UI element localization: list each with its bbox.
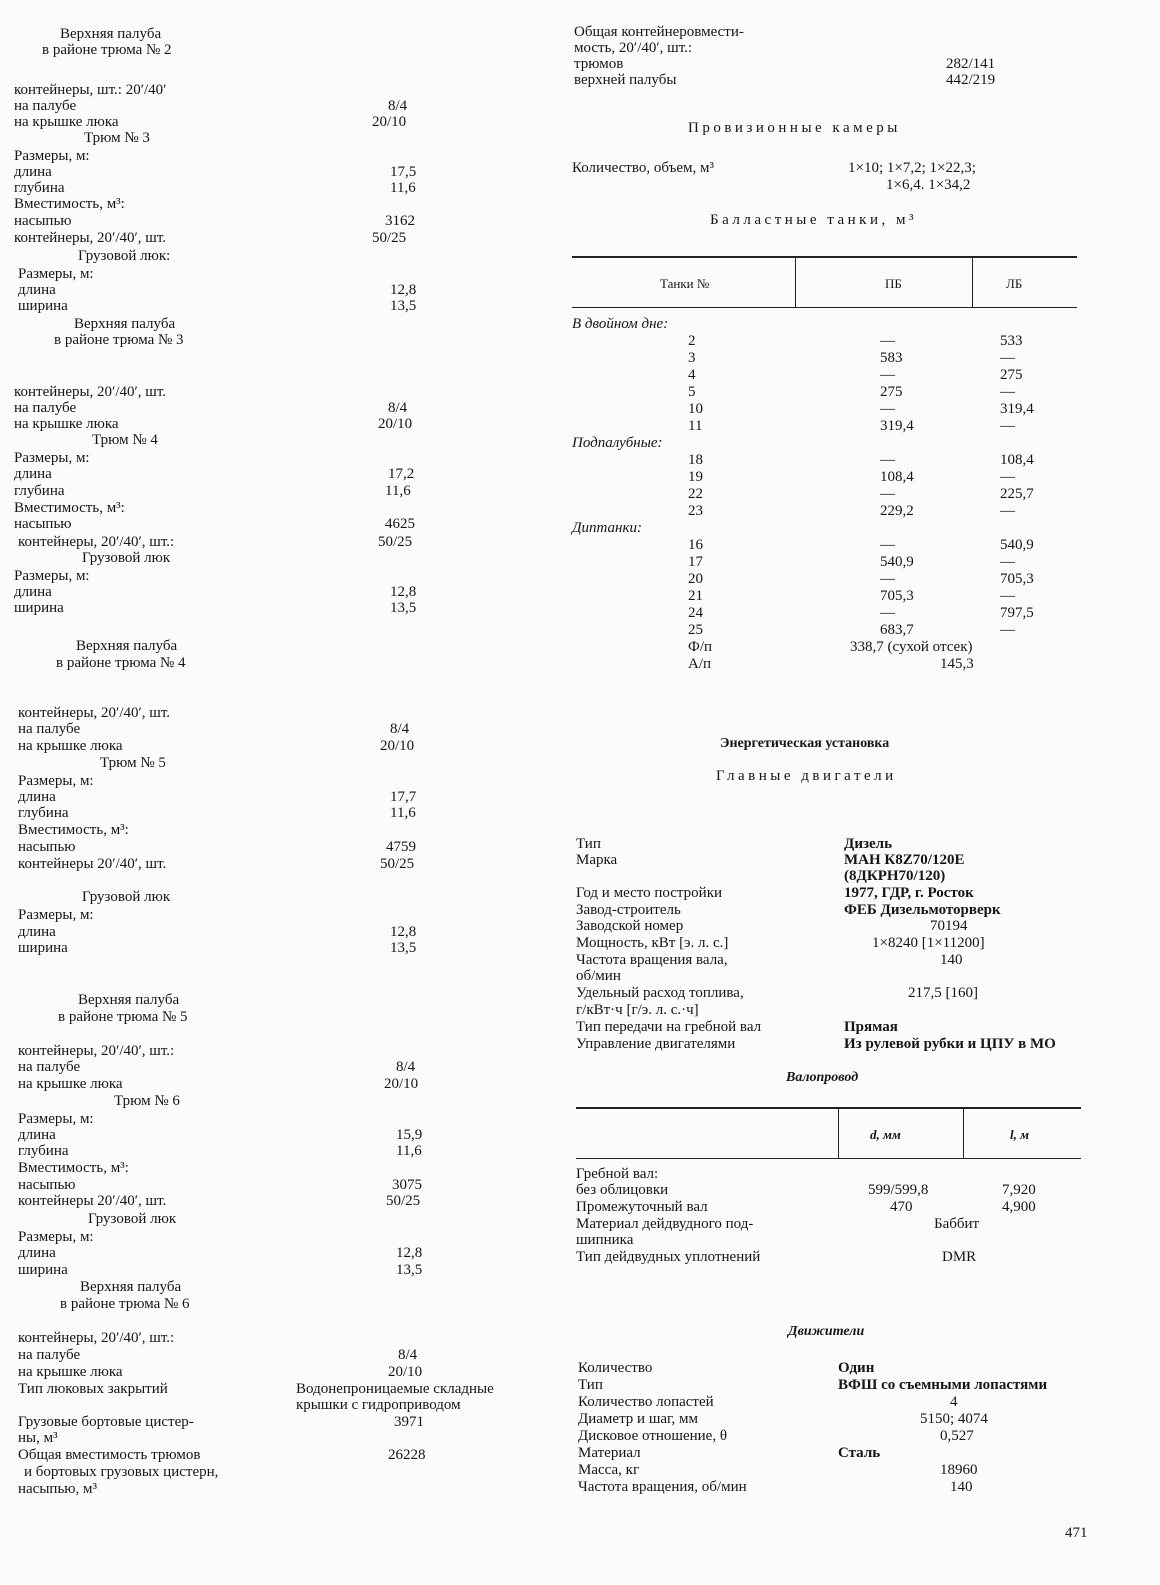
- ballast-group-label: В двойном дне:: [572, 316, 669, 332]
- ballast-tank-number: 19: [688, 469, 703, 485]
- ballast-lb-value: —: [1000, 384, 1015, 400]
- left-label: Верхняя палуба: [60, 26, 162, 42]
- shaft-label: шипника: [576, 1232, 634, 1248]
- ballast-tank-number: 2: [688, 333, 696, 349]
- left-label: длина: [18, 1127, 56, 1143]
- ballast-pb-value: 705,3: [880, 588, 914, 604]
- shaft-l-value: 4,900: [1002, 1199, 1036, 1215]
- ballast-pb-value: —: [880, 367, 895, 383]
- left-label: длина: [14, 584, 52, 600]
- engine-spec-value: 1977, ГДР, г. Росток: [844, 885, 974, 901]
- left-label: Трюм № 4: [92, 432, 158, 448]
- ballast-pb-value: —: [880, 452, 895, 468]
- ballast-lb-value: 275: [1000, 367, 1023, 383]
- ballast-pb-value: 319,4: [880, 418, 914, 434]
- provision-value-1: 1×10; 1×7,2; 1×22,3;: [848, 160, 976, 176]
- ballast-tank-number: 21: [688, 588, 703, 604]
- propulsor-spec-label: Диаметр и шаг, мм: [578, 1411, 698, 1427]
- ballast-lb-value: —: [1000, 503, 1015, 519]
- left-label: на палубе: [18, 721, 81, 737]
- left-label: ширина: [18, 298, 68, 314]
- engine-spec-value: Дизель: [844, 836, 892, 852]
- shaft-table-divider-2: [963, 1108, 964, 1158]
- left-value: 12,8: [390, 584, 417, 600]
- ballast-pb-value: —: [880, 571, 895, 587]
- left-label: на крышке люка: [18, 1076, 123, 1092]
- ballast-pb-value: —: [880, 333, 895, 349]
- engine-spec-value: Прямая: [844, 1019, 898, 1035]
- left-value: 3971: [394, 1414, 424, 1430]
- ballast-tank-number: 23: [688, 503, 703, 519]
- ballast-tank-number: 4: [688, 367, 696, 383]
- ballast-span-value: 145,3: [940, 656, 974, 672]
- ballast-lb-value: —: [1000, 588, 1015, 604]
- ballast-title: Балластные танки, м³: [710, 212, 917, 228]
- left-value: 12,8: [390, 282, 417, 298]
- left-value: 20/10: [378, 416, 413, 432]
- left-label: насыпью: [18, 1177, 76, 1193]
- left-label: Размеры, м:: [18, 907, 94, 923]
- left-label: ширина: [18, 1262, 68, 1278]
- ballast-pb-value: —: [880, 401, 895, 417]
- ballast-lb-value: 705,3: [1000, 571, 1034, 587]
- left-label: контейнеры, 20′/40′, шт.: [14, 384, 167, 400]
- left-label: на крышке люка: [18, 738, 123, 754]
- left-value: 11,6: [396, 1143, 422, 1159]
- page-number: 471: [1065, 1525, 1088, 1541]
- left-label: Грузовые бортовые цистер-: [18, 1414, 194, 1430]
- left-value: 17,5: [390, 164, 417, 180]
- left-value: 8/4: [396, 1059, 416, 1075]
- ballast-pb-value: —: [880, 537, 895, 553]
- left-label: Трюм № 6: [114, 1093, 180, 1109]
- ballast-tank-number: 16: [688, 537, 703, 553]
- ballast-tank-number: 5: [688, 384, 696, 400]
- left-value: 11,6: [390, 805, 416, 821]
- ballast-tank-number: 20: [688, 571, 703, 587]
- ballast-table-divider-2: [972, 257, 973, 307]
- ballast-lb-value: —: [1000, 418, 1015, 434]
- shaft-l-value: 7,920: [1002, 1182, 1036, 1198]
- propulsor-spec-label: Тип: [578, 1377, 603, 1393]
- left-label: Вместимость, м³:: [14, 196, 125, 212]
- shaft-table-top-rule: [576, 1107, 1081, 1109]
- engine-spec-value: 217,5 [160]: [908, 985, 978, 1001]
- ballast-tank-number: 18: [688, 452, 703, 468]
- left-label: в районе трюма № 3: [54, 332, 184, 348]
- left-label: насыпью: [18, 839, 76, 855]
- engines-title: Главные двигатели: [716, 768, 897, 784]
- left-label: Вместимость, м³:: [18, 1160, 129, 1176]
- ballast-tank-number: 24: [688, 605, 703, 621]
- shaft-label: без облицовки: [576, 1182, 669, 1198]
- left-label: глубина: [18, 805, 69, 821]
- left-label: Верхняя палуба: [74, 316, 176, 332]
- left-label: насыпью: [14, 213, 72, 229]
- propulsor-spec-label: Дисковое отношение, θ: [578, 1428, 728, 1444]
- engine-spec-value: 140: [940, 952, 963, 968]
- left-label: глубина: [18, 1143, 69, 1159]
- left-label: на крышке люка: [14, 114, 119, 130]
- shaft-d-value: 470: [890, 1199, 913, 1215]
- left-label: ны, м³: [18, 1430, 58, 1446]
- ballast-table-header-rule: [572, 307, 1077, 308]
- left-value: 13,5: [390, 940, 417, 956]
- left-label: длина: [18, 789, 56, 805]
- left-value: 17,7: [390, 789, 417, 805]
- engine-spec-value: 70194: [930, 918, 968, 934]
- left-label: длина: [14, 466, 52, 482]
- propulsor-spec-value: 140: [950, 1479, 973, 1495]
- left-label: длина: [18, 1245, 56, 1261]
- ballast-tank-number: А/п: [688, 656, 712, 672]
- engine-spec-label: Завод-строитель: [576, 902, 681, 918]
- left-label: в районе трюма № 5: [58, 1009, 188, 1025]
- left-label: контейнеры, 20′/40′, шт.:: [18, 1330, 175, 1346]
- left-label: длина: [18, 282, 56, 298]
- ballast-tank-number: Ф/п: [688, 639, 713, 655]
- left-value: 26228: [388, 1447, 426, 1463]
- shaft-label: Промежуточный вал: [576, 1199, 708, 1215]
- propulsor-spec-value: 0,527: [940, 1428, 974, 1444]
- left-label: контейнеры, 20′/40′, шт.:: [18, 1043, 175, 1059]
- ballast-lb-value: —: [1000, 469, 1015, 485]
- left-label: контейнеры, шт.: 20′/40′: [14, 82, 167, 98]
- left-label: насыпью, м³: [18, 1481, 97, 1497]
- left-value: 8/4: [390, 721, 410, 737]
- ballast-lb-value: 533: [1000, 333, 1023, 349]
- left-value: 20/10: [372, 114, 407, 130]
- capacity-label: Общая контейнеровмести-: [574, 24, 744, 40]
- engine-spec-value: МАН К8Z70/120Е: [844, 852, 965, 868]
- left-label: Размеры, м:: [14, 568, 90, 584]
- left-label: Грузовой люк: [82, 550, 171, 566]
- ballast-lb-value: 540,9: [1000, 537, 1034, 553]
- capacity-label: верхней палубы: [574, 72, 677, 88]
- ballast-pb-value: 108,4: [880, 469, 914, 485]
- left-label: в районе трюма № 4: [56, 655, 186, 671]
- ballast-pb-value: —: [880, 486, 895, 502]
- left-label: контейнеры 20′/40′, шт.: [18, 856, 167, 872]
- left-label: Размеры, м:: [18, 266, 94, 282]
- left-value: 50/25: [372, 230, 407, 246]
- left-label: контейнеры, 20′/40′, шт.: [14, 230, 167, 246]
- ballast-lb-value: —: [1000, 350, 1015, 366]
- propulsor-spec-value: 4: [950, 1394, 958, 1410]
- engine-spec-label: Удельный расход топлива,: [576, 985, 744, 1001]
- left-label: Верхняя палуба: [80, 1279, 182, 1295]
- ballast-lb-value: 319,4: [1000, 401, 1034, 417]
- left-label: Грузовой люк: [82, 889, 171, 905]
- capacity-label: трюмов: [574, 56, 624, 72]
- left-label: Размеры, м:: [18, 773, 94, 789]
- left-value: 8/4: [388, 400, 408, 416]
- left-label: Вместимость, м³:: [14, 500, 125, 516]
- left-label: Верхняя палуба: [76, 638, 178, 654]
- left-label: Вместимость, м³:: [18, 822, 129, 838]
- capacity-value: 442/219: [946, 72, 996, 88]
- ballast-tank-number: 22: [688, 486, 703, 502]
- left-label: на крышке люка: [14, 416, 119, 432]
- engine-spec-label: об/мин: [576, 968, 621, 984]
- left-value: 12,8: [390, 924, 417, 940]
- left-value: 20/10: [380, 738, 415, 754]
- provision-label: Количество, объем, м³: [572, 160, 714, 176]
- shaft-table-divider-1: [838, 1108, 839, 1158]
- shaft-table-header-rule: [576, 1158, 1081, 1159]
- ballast-head-tank: Танки №: [660, 276, 710, 291]
- left-label: ширина: [18, 940, 68, 956]
- left-value: 50/25: [386, 1193, 421, 1209]
- left-label: на палубе: [18, 1347, 81, 1363]
- left-value: 15,9: [396, 1127, 423, 1143]
- ballast-pb-value: —: [880, 605, 895, 621]
- left-value: 8/4: [398, 1347, 418, 1363]
- ballast-pb-value: 540,9: [880, 554, 914, 570]
- left-label: длина: [18, 924, 56, 940]
- shaft-d-value: Баббит: [934, 1216, 980, 1232]
- engine-spec-value: (8ДКРН70/120): [844, 868, 946, 884]
- ballast-pb-value: 275: [880, 384, 903, 400]
- propulsor-spec-value: 5150; 4074: [920, 1411, 988, 1427]
- propulsor-spec-label: Частота вращения, об/мин: [578, 1479, 747, 1495]
- engine-spec-value: Из рулевой рубки и ЦПУ в МО: [844, 1036, 1056, 1052]
- energy-title: Энергетическая установка: [720, 736, 890, 751]
- left-label: Грузовой люк:: [78, 248, 171, 264]
- shaft-title: Валопровод: [786, 1070, 859, 1085]
- left-label: контейнеры 20′/40′, шт.: [18, 1193, 167, 1209]
- ballast-lb-value: 108,4: [1000, 452, 1034, 468]
- left-label: глубина: [14, 483, 65, 499]
- propulsor-spec-label: Масса, кг: [578, 1462, 640, 1478]
- left-label: длина: [14, 164, 52, 180]
- left-value: 17,2: [388, 466, 415, 482]
- left-label: на палубе: [14, 400, 77, 416]
- engine-spec-label: Год и место постройки: [576, 885, 723, 901]
- left-label: на палубе: [18, 1059, 81, 1075]
- ballast-lb-value: 225,7: [1000, 486, 1034, 502]
- left-label: Грузовой люк: [88, 1211, 177, 1227]
- left-value: 11,6: [390, 180, 416, 196]
- propulsor-spec-value: ВФШ со съемными лопастями: [838, 1377, 1048, 1393]
- left-value: 12,8: [396, 1245, 423, 1261]
- left-value: 20/10: [388, 1364, 423, 1380]
- capacity-value: 282/141: [946, 56, 996, 72]
- left-value: 13,5: [390, 298, 417, 314]
- shaft-head-d: d, мм: [870, 1127, 901, 1142]
- shaft-d-value: 599/599,8: [868, 1182, 929, 1198]
- left-value: 50/25: [378, 534, 413, 550]
- propulsor-spec-label: Материал: [578, 1445, 641, 1461]
- ballast-pb-value: 229,2: [880, 503, 914, 519]
- ballast-table-divider-1: [795, 257, 796, 307]
- engine-spec-label: Мощность, кВт [э. л. с.]: [576, 935, 729, 951]
- left-value: 3162: [385, 213, 415, 229]
- ballast-span-value: 338,7 (сухой отсек): [850, 639, 973, 655]
- ballast-tank-number: 3: [688, 350, 696, 366]
- ballast-head-lb: ЛБ: [1006, 276, 1023, 291]
- left-label: на палубе: [14, 98, 77, 114]
- left-label: глубина: [14, 180, 65, 196]
- left-value: 50/25: [380, 856, 415, 872]
- shaft-d-value: DMR: [942, 1249, 977, 1265]
- ballast-lb-value: —: [1000, 554, 1015, 570]
- engine-spec-value: ФЕБ Дизельмоторверк: [844, 902, 1001, 918]
- left-label: Трюм № 3: [84, 130, 150, 146]
- ballast-group-label: Подпалубные:: [572, 435, 663, 451]
- left-value: 20/10: [384, 1076, 419, 1092]
- shaft-label: Материал дейдвудного под-: [576, 1216, 754, 1232]
- ballast-table-top-rule: [572, 256, 1077, 258]
- propulsors-title: Движители: [788, 1324, 865, 1339]
- shaft-label: Тип дейдвудных уплотнений: [576, 1249, 761, 1265]
- left-value: 3075: [392, 1177, 422, 1193]
- left-label: Тип люковых закрытий: [18, 1381, 168, 1397]
- provision-title: Провизионные камеры: [688, 120, 901, 136]
- left-label: Трюм № 5: [100, 755, 166, 771]
- left-label: и бортовых грузовых цистерн,: [24, 1464, 219, 1480]
- engine-spec-label: Управление двигателями: [576, 1036, 736, 1052]
- engine-spec-label: Частота вращения вала,: [576, 952, 728, 968]
- left-label: Размеры, м:: [18, 1111, 94, 1127]
- left-value: 13,5: [390, 600, 417, 616]
- left-label: Размеры, м:: [18, 1229, 94, 1245]
- engine-spec-label: Заводской номер: [576, 918, 684, 934]
- left-value: 8/4: [388, 98, 408, 114]
- propulsor-spec-label: Количество лопастей: [578, 1394, 714, 1410]
- ballast-pb-value: 583: [880, 350, 903, 366]
- left-label: контейнеры, 20′/40′, шт.:: [18, 534, 175, 550]
- ballast-tank-number: 10: [688, 401, 703, 417]
- propulsor-spec-value: Сталь: [838, 1445, 881, 1461]
- ballast-lb-value: 797,5: [1000, 605, 1034, 621]
- left-value: 13,5: [396, 1262, 423, 1278]
- left-label: Общая вместимость трюмов: [18, 1447, 201, 1463]
- engine-spec-label: Тип передачи на гребной вал: [576, 1019, 762, 1035]
- engine-spec-value: 1×8240 [1×11200]: [872, 935, 985, 951]
- provision-value-2: 1×6,4. 1×34,2: [886, 177, 971, 193]
- propulsor-spec-value: Один: [838, 1360, 875, 1376]
- left-label: Верхняя палуба: [78, 992, 180, 1008]
- left-label: Размеры, м:: [14, 148, 90, 164]
- propulsor-spec-value: 18960: [940, 1462, 978, 1478]
- left-value: 11,6: [385, 483, 411, 499]
- ballast-lb-value: —: [1000, 622, 1015, 638]
- shaft-label: Гребной вал:: [576, 1166, 659, 1182]
- capacity-label: мость, 20′/40′, шт.:: [574, 40, 693, 56]
- engine-spec-label: г/кВт·ч [г/э. л. с.·ч]: [576, 1002, 699, 1018]
- left-label: в районе трюма № 2: [42, 42, 172, 58]
- engine-spec-label: Тип: [576, 836, 601, 852]
- ballast-tank-number: 17: [688, 554, 703, 570]
- left-value: Водонепроницаемые складные: [296, 1381, 494, 1397]
- ballast-pb-value: 683,7: [880, 622, 914, 638]
- ballast-group-label: Диптанки:: [572, 520, 643, 536]
- ballast-tank-number: 11: [688, 418, 703, 434]
- left-value: крышки с гидроприводом: [296, 1397, 461, 1413]
- shaft-head-l: l, м: [1010, 1127, 1030, 1142]
- ballast-tank-number: 25: [688, 622, 703, 638]
- left-label: на крышке люка: [18, 1364, 123, 1380]
- left-value: 4625: [385, 516, 415, 532]
- left-label: контейнеры, 20′/40′, шт.: [18, 705, 171, 721]
- left-label: в районе трюма № 6: [60, 1296, 190, 1312]
- left-label: насыпью: [14, 516, 72, 532]
- propulsor-spec-label: Количество: [578, 1360, 653, 1376]
- left-value: 4759: [386, 839, 416, 855]
- left-label: Размеры, м:: [14, 450, 90, 466]
- ballast-head-pb: ПБ: [885, 276, 902, 291]
- engine-spec-label: Марка: [576, 852, 618, 868]
- left-label: ширина: [14, 600, 64, 616]
